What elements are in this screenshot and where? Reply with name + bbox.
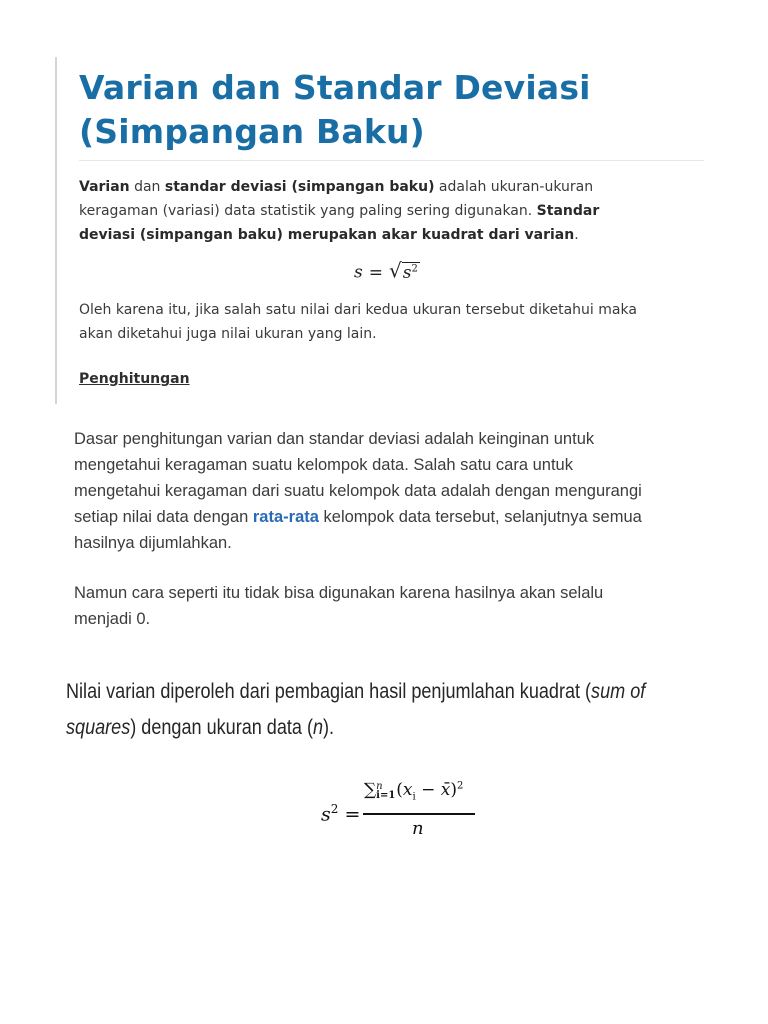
minus-sign: −	[415, 780, 441, 800]
nilai-paragraph	[66, 674, 645, 746]
oleh-line-2: akan diketahui juga nilai ukuran yang lain.	[79, 326, 377, 342]
section-heading-penghitungan[interactable]: Penghitungan	[79, 371, 190, 387]
dasar-line-4	[74, 504, 642, 530]
dasar-text: setiap nilai data dengan	[74, 508, 253, 526]
intro-text: dan	[129, 179, 165, 195]
dasar-line-5: hasilnya dijumlahkan.	[74, 534, 232, 552]
x-bar-var: x̄	[440, 780, 451, 800]
variance-lhs-var: s	[321, 803, 331, 826]
nilai-line-2	[66, 710, 645, 746]
formula-std-dev	[354, 256, 420, 286]
intro-line-1	[79, 175, 599, 199]
dasar-line-1: Dasar penghitungan varian dan standar deviasi adalah keinginan untuk	[74, 430, 595, 448]
dasar-line-2: mengetahui keragaman suatu kelompok data. Salah satu cara untuk	[74, 456, 573, 474]
intro-text: .	[574, 227, 579, 243]
x-subscript: i	[412, 791, 416, 803]
dasar-text: kelompok data tersebut, selanjutnya semua	[318, 508, 642, 526]
title-line-1: Varian dan Standar Deviasi	[79, 68, 591, 107]
nilai-text: Nilai varian diperoleh dari pembagian hasil penjumlahan kuadrat (	[66, 680, 592, 703]
title-line-2: (Simpangan Baku)	[79, 112, 425, 151]
sqrt-symbol: √	[388, 258, 402, 283]
oleh-paragraph	[79, 298, 637, 346]
rata-rata-link[interactable]: rata-rata	[252, 508, 319, 526]
left-border-rule	[55, 57, 57, 404]
nilai-text: ).	[323, 716, 335, 739]
namun-line-2: menjadi 0.	[74, 610, 151, 628]
term-standar-deviasi: standar deviasi (simpangan baku)	[164, 179, 435, 195]
intro-bold-text: deviasi (simpangan baku) merupakan akar kuadrat dari varian	[79, 227, 575, 243]
radicand-exponent: 2	[411, 263, 418, 274]
variance-numerator	[364, 780, 463, 802]
variance-lhs-exponent: 2	[330, 802, 339, 816]
dasar-paragraph	[74, 426, 642, 556]
radicand-var: s	[402, 262, 412, 283]
oleh-line-1: Oleh karena itu, jika salah satu nilai dari kedua ukuran tersebut diketahui maka	[79, 302, 637, 318]
nilai-italic: n	[312, 716, 324, 739]
intro-text: adalah ukuran-ukuran	[434, 179, 594, 195]
fraction-bar	[363, 813, 475, 815]
title-divider	[79, 160, 704, 161]
formula-variance	[318, 780, 488, 850]
formula-equals: =	[368, 262, 383, 283]
term-varian: Varian	[79, 179, 130, 195]
dasar-line-3: mengetahui keragaman dari suatu kelompok data adalah dengan mengurangi	[74, 482, 642, 500]
nilai-italic: squares	[66, 716, 131, 739]
variance-denominator: n	[412, 818, 424, 839]
nilai-italic: sum of	[591, 680, 646, 703]
x-var: x	[402, 780, 413, 800]
formula-radicand	[402, 262, 420, 283]
sum-symbol: ∑	[364, 780, 377, 800]
nilai-line-1	[66, 674, 645, 710]
namun-paragraph	[74, 580, 603, 632]
intro-text: keragaman (variasi) data statistik yang paling sering digunakan.	[79, 203, 537, 219]
paren-open: (	[396, 780, 403, 800]
intro-line-3	[79, 223, 599, 247]
page-title	[79, 66, 719, 154]
sum-lower-limit: i=1	[376, 789, 396, 801]
intro-paragraph	[79, 175, 599, 247]
intro-bold-text: Standar	[536, 203, 600, 219]
namun-line-1: Namun cara seperti itu tidak bisa digunakan karena hasilnya akan selalu	[74, 584, 604, 602]
paren-close: )	[450, 780, 458, 800]
sum-upper-limit: n	[376, 780, 383, 792]
variance-equals: =	[344, 803, 361, 826]
intro-line-2	[79, 199, 599, 223]
numerator-exponent: 2	[457, 780, 464, 792]
variance-lhs	[321, 802, 360, 825]
formula-lhs: s	[354, 262, 363, 283]
nilai-text: ) dengan ukuran data (	[130, 716, 313, 739]
